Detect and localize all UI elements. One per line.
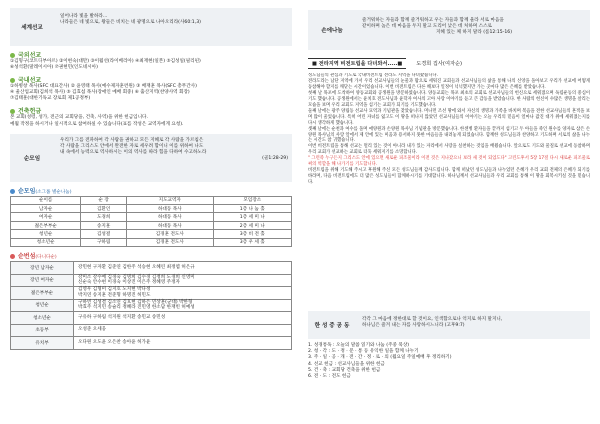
table-row: 젊은부부순 송지훈 하대동 목사 2층 세 미 나: [11, 221, 292, 229]
welcome-label: 순모임: [10, 134, 54, 182]
group-table: [10, 196, 292, 247]
table-row: 초등부 오성준 오세웅: [11, 324, 292, 337]
list-item: 6. 전 · 도 : 전도 헌금: [308, 374, 351, 380]
table-row: 청년순 구하빈 김성결 김소연 김호현 김하은 민상훈(군대) 박한형 박효주 석지민 송슬리 정혜라 진민영 한소담 한재빈 허예성: [11, 299, 292, 312]
table-row: 장년 여자순 강미소 강수예 김경숙 김명희 김수경 김정희 도경희 신영미 신순숙 안수현 이경숙 이상진 이은주 정혜영 주정자: [11, 274, 292, 287]
welcome-box: [10, 134, 292, 182]
group-heading: 순모임(소그룹 별순나눔): [10, 186, 292, 195]
table-row: 유치부 오다원 오도윤 오은찬 송아윤 허가윤: [11, 337, 292, 350]
construction-text: 본 교회(성령, 성가, 전근의 교회당을, 건축, 사역)을 위한 헌금입니다. 예월 작정을 하시거나 일시적으로 참여하실 수 있습니다(표를 작성은 교역자에게 요청).: [10, 115, 184, 127]
offering-list: [308, 343, 590, 380]
essay-body: 성도님들의 관심과 기도로 국내비전트립 전라도 지역을 다녀왔습니다. 전라도라는 남단 지역에 가서 우리 선교사님들의 눈물과 땀으로 세워진 교회들과 선교사님들의 삶을 통해 나의 신앙을 돌아보고 우리가 선교에 어떻게 동참해야 할지를 깨닫는 시간이었습니다. 이번 비전트립은 다른 해보다 일정이 넉넉했지만 가는 곳마다 많은 은혜를 받았습니다. 첫째 날 목포에 도착하여 양동교회와 공생원을 방문하였습니다. 양동교회는 목포 최초의 교회로 선교사님들의 헌신으로 세워졌으며 독립운동의 중심이기도 했습니다. 공생원에서는 윤치호 전도사님과 윤학자 여사의 고아 사랑 이야기를 듣고 큰 감동을 받았습니다. 한 사람의 헌신이 수많은 생명을 살리는 모습을 보며 우리 교회도 지역을 섬기는 교회가 되기를 기도했습니다. 둘째 날에는 광주 양림동 선교사 묘역과 기념관을 찾았습니다. 머나먼 조선 땅에 와서 자신의 생명과 가족을 바치며 복음을 전한 선교사님들의 흔적을 보며 많이 울었습니다. 특히 어린 자녀를 잃고도 이 땅을 떠나지 않았던 선교사님들의 이야기는 오늘 우리의 믿음이 얼마나 값진 대가 위에 세워졌는지를 다시 생각하게 했습니다. 셋째 날에는 순천과 여수를 돌며 애양원과 손양원 목사님 기념관을 방문했습니다. 한센병 환자들을 끝까지 섬기고 두 아들을 죽인 원수를 양자로 삼은 손양원 목사님의 사랑 앞에서 제 안에 있는 미움과 용서하지 못한 마음들을 내려놓게 되었습니다. 함께한 성도님들과 찬양하고 기도하며 서로의 삶을 나누는 시간도 참 귀했습니다. 이번 비전트립을 통해 선교는 멀리 있는 것이 아니라 내가 있는 자리에서 사랑을 실천하는 것임을 배웠습니다. 앞으로도 기도와 물질로 선교에 동참하며 우리 교회가 선교하는 교회로 더욱 세워지기를 소망합니다. " 그런즉 누구든지 그리스도 안에 있으면 새로운 피조물이라 이전 것은 지나갔으니 보라 새 것이 되었도다" 고린도후서 5장 17절 다시 새로운 피조물로써의 역할을 해 나가기를 기도합니다. 비전트립을 위해 기도해 주시고 후원해 주신 모든 성도님들께 감사드립니다. 함께 떠났던 성도님들과 나누었던 은혜가 우리 교회 전체의 은혜가 되기를 바라며, 다음 비전트립에도 더 많은 성도님들이 함께하시기를 기대합니다. 하나님께서 선교사님들과 우리 교회를 통해 이 땅을 회복시키실 것을 믿습니다.: [308, 73, 590, 186]
offering-label: 한 성 중 공 동: [308, 311, 356, 339]
service-heading: 순번섬(다니다순): [10, 251, 292, 260]
right-page: [300, 0, 600, 424]
welcome-verse: 우리가 그를 전파하여 각 사람을 권하고 모든 지혜로 각 사람을 가르침은 각 사람을 그리스도 안에서 완전한 자로 세우려 함이니 이를 위하여 나도 내 속에서 능력으로 역사하시는 이의 역사를 따라 힘을 다하여 수고하노라 (골1:28-29): [54, 134, 292, 182]
confession-verse: 일어나라 빛을 발하라... 나라들은 네 빛으로, 왕들은 비치는 네 광명으로 나아오리라(사60:1,3): [54, 8, 292, 46]
list-item: 2. 청 · 각 : 도 · 정 · 문 · 통 등 유익한 일을 함께 나누기: [308, 349, 419, 355]
list-item: 3. 주 · 일 · 공 · 개 · 전 · 간 · 정 · 로 · 의 (월요일 주일예배 후 정리하기): [308, 355, 452, 361]
bullet-icon: [10, 78, 15, 83]
table-row: 청소년순 구하림 김경훈 전도사 3층 우 세 홀: [11, 238, 292, 246]
foreign-mission-list: ①김형구(코트디부아르) ②이현숙(대만) ③이월선(라이베리아) ④최재현(일본) ⑤김성일(필리핀) ⑥성석환(말레이시아) ⑦권현민(인도네시아): [10, 59, 201, 71]
offering-box: [308, 311, 590, 339]
list-item: 1. 성경통독 : 오늘의 말씀 읽기와 나눔 (주중 묵상): [308, 343, 410, 348]
service-table: [10, 261, 292, 350]
essay-banner: [308, 58, 590, 69]
table-header: 순이름 순 장 지도교역자 모임장소: [11, 196, 292, 204]
foreign-mission-heading: 국외선교: [10, 50, 292, 59]
confession-box: [10, 8, 292, 46]
domestic-mission-heading: 국내선교: [10, 75, 292, 84]
calling-label: 손에나눔: [308, 10, 356, 50]
table-row: 여자순 도경희 하대동 목사 1층 세 미 나: [11, 213, 292, 221]
table-row: 청년순 김성걸 김경훈 전도사 3층 비 전 홀: [11, 230, 292, 238]
highlight-verse: " 그런즉 누구든지 그리스도 안에 있으면 새로운 피조물이라 이전 것은 지나갔으니 보라 새 것이 되었도다" 고린도후서 5장 17절 다시 새로운 피조물로써의 역할을 해 나가기를 기도합니다.: [308, 156, 590, 168]
confession-label: 세계선교: [10, 8, 54, 46]
bullet-icon: [10, 189, 15, 194]
table-row: 청소년순 구유하 구하림 석지원 석지환 송민교 송민성: [11, 312, 292, 325]
construction-heading: 건축헌금: [10, 106, 292, 115]
calling-box: [308, 10, 590, 50]
essay-author: 도경희 집사(여자순): [416, 61, 463, 67]
table-row: 장년 남자순 강민현 구자환 김준연 김한주 석승현 오혜린 최정엽 허은규: [11, 262, 292, 275]
bullet-icon: [10, 53, 15, 58]
table-row: 젊은부부순 김영우 김형미 김지호 노지현 박다정 박지연 송지훈 전준형 하명진 허민도: [11, 287, 292, 300]
list-item: 5. 건 · 축 : 교회당 건축을 위한 헌금: [308, 367, 381, 373]
bullet-icon: [10, 254, 15, 259]
calling-verse: 즐거워하는 자들과 함께 즐거워하고 우는 자들과 함께 울라 서로 마음을 같이하며 높은 데 마음을 두지 말고 도리어 낮은 데 처하며 스스로 지혜 있는 체 하지 말라 (롬12:15-16): [356, 10, 590, 50]
domestic-mission-list: ①하병창 목사(SFC 대표간사) ② 윤영태 목사(예수제자훈련원) ③ 배재훈 목사(SFC 총무간사) ④ 울산업교회(김희석 목사) ⑤ 김효섭 목사(장애인 예배 회중) ⑥ 출산지역(찬양사역 회장) ⑦김태훈(대한기독교 장로회 제1공정부): [10, 84, 197, 102]
table-row: 남자순 김환인 하대동 목사 1층 나 눔 홀: [11, 205, 292, 213]
bullet-icon: [10, 109, 15, 114]
list-item: 4. 선교 헌금 : 선교사님들을 위한 헌금: [308, 361, 385, 367]
offering-verse: 각각 그 마음에 정한대로 할 것이요, 인색함으로나 억지로 하지 말지니, 하나님은 즐겨 내는 자를 사랑하시느니라 (고후9:7): [356, 311, 590, 339]
essay-title: ■ 전라지역 비전트립을 다녀와서.....■: [308, 58, 406, 69]
